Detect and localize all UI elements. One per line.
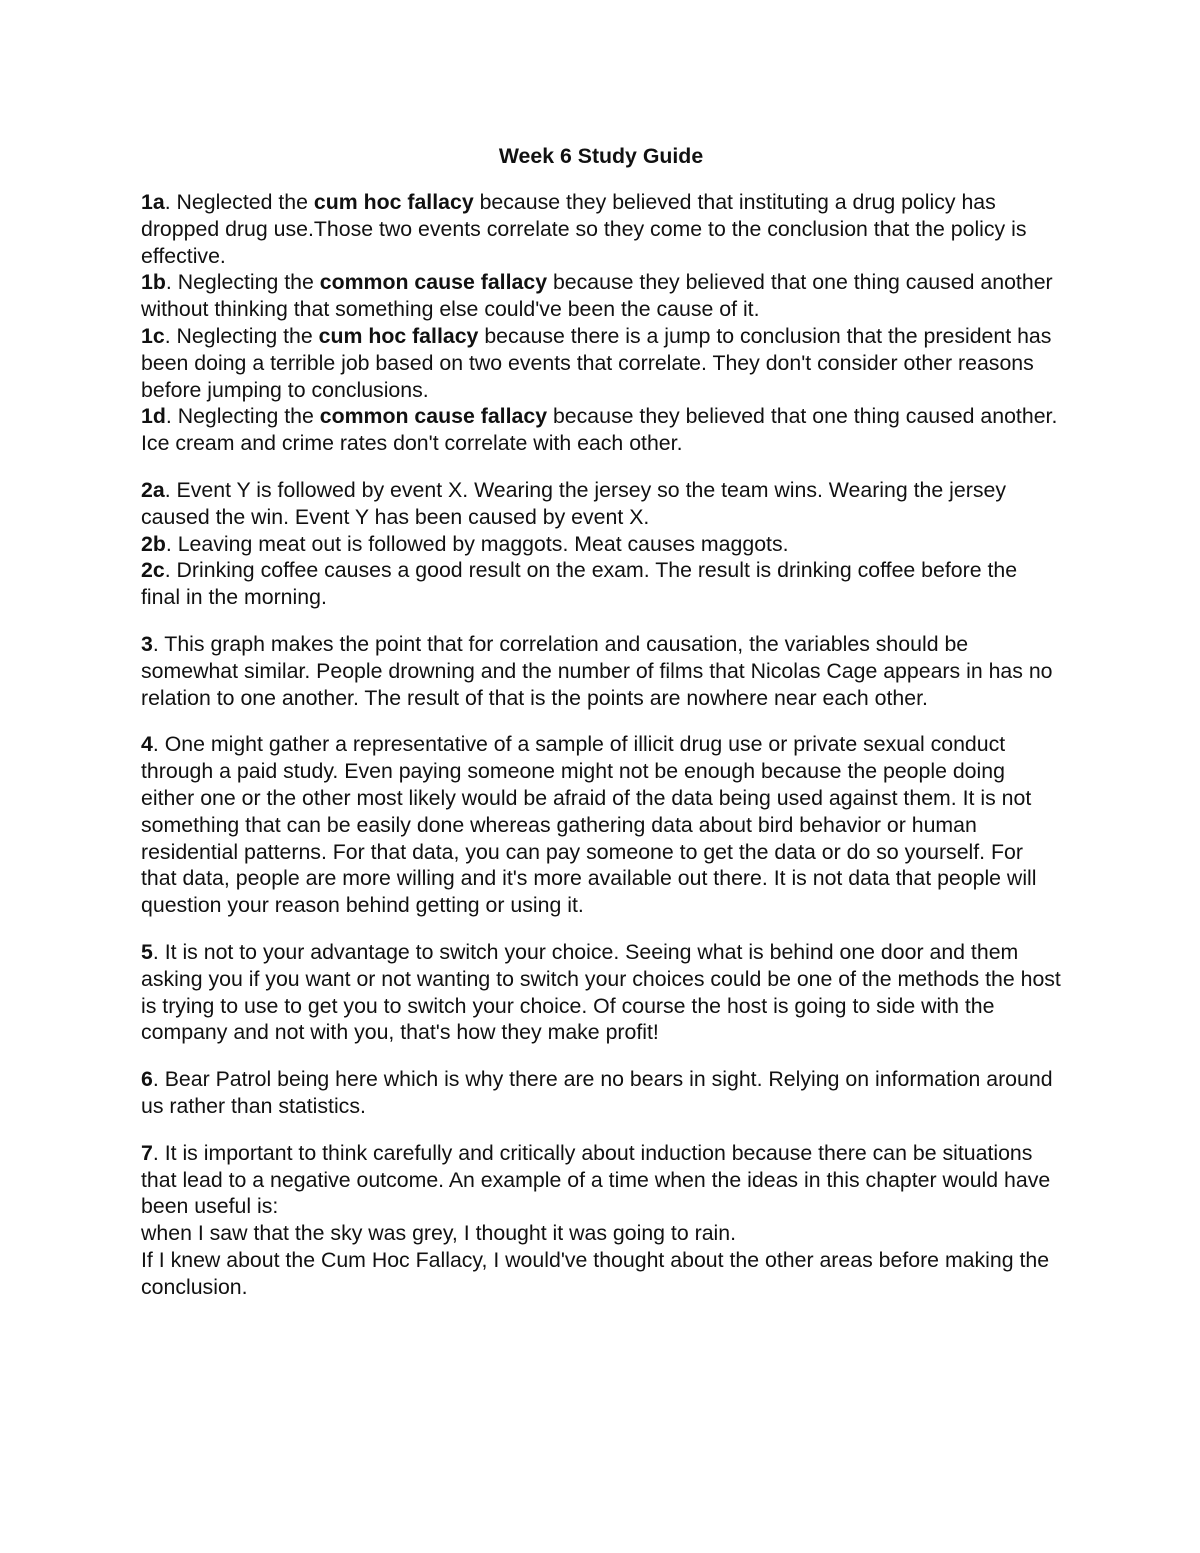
question-number: 6 (141, 1067, 153, 1092)
question-number: 5 (141, 939, 153, 964)
answer-text: . Neglecting the (164, 323, 319, 348)
answer-paragraph (141, 1247, 1061, 1301)
answer-block (141, 189, 1061, 457)
answer-block (141, 477, 1061, 611)
document-page (141, 143, 1061, 1320)
answer-block (141, 1066, 1061, 1120)
question-number: 7 (141, 1140, 153, 1165)
fallacy-term: cum hoc fallacy (313, 190, 474, 214)
answer-text: . It is not to your advantage to switch your choice. Seeing what is behind one door and them asking you if you want or not wanting to switch your choices could be one of the methods the host is trying to use to get you to switch your choice. Of course the host is going to side with the company and not with you, that's how they make profit! (141, 939, 1061, 1045)
answer-text: . One might gather a representative of a sample of illicit drug use or private sexual conduct through a paid study. Even paying someone might not be enough because the people doing either one or the other most likely would be afraid of the data being used against them. It is not something that can be easily done whereas gathering data about bird behavior or human residential patterns. For that data, you can pay someone to get the data or do so yourself. For that data, people are more willing and it's more available out there. It is not data that people will question your reason behind getting or using it. (141, 732, 1037, 918)
answer-paragraph (141, 403, 1061, 457)
answer-paragraph (141, 1140, 1061, 1220)
answer-text: . Event Y is followed by event X. Wearing the jersey so the team wins. Wearing the jersey caused the win. Event Y has been caused by event X. (141, 477, 1006, 529)
answer-text: . This graph makes the point that for correlation and causation, the variables should be somewhat similar. People drowning and the number of films that Nicolas Cage appears in has no relation to one another. The result of that is the points are nowhere near each other. (141, 631, 1053, 710)
answer-paragraph (141, 1066, 1061, 1120)
fallacy-term: common cause fallacy (319, 270, 548, 295)
answer-block (141, 939, 1061, 1046)
fallacy-term: common cause fallacy (319, 404, 548, 429)
answer-paragraph (141, 939, 1061, 1046)
question-number: 2b (141, 531, 166, 556)
answer-text: . Leaving meat out is followed by maggots. Meat causes maggots. (165, 531, 789, 556)
answer-text: . Drinking coffee causes a good result on the exam. The result is drinking coffee before the final in the morning. (141, 558, 1018, 610)
answer-paragraph (141, 1220, 1061, 1247)
answer-text: because they believed that one thing caused another without thinking that something else could've been the cause of it. (141, 270, 1053, 322)
answer-text: . Neglecting the (165, 270, 320, 295)
answer-paragraph (141, 189, 1061, 269)
fallacy-term: cum hoc fallacy (318, 323, 479, 348)
answer-paragraph (141, 731, 1061, 919)
answer-text: . It is important to think carefully and critically about induction because there can be situations that lead to a negative outcome. An example of a time when the ideas in this chapter would have been useful is: (141, 1140, 1051, 1219)
question-number: 1d (141, 404, 166, 429)
answer-list (141, 189, 1061, 1300)
answer-text: because there is a jump to conclusion that the president has been doing a terrible job based on two events that correlate. They don't consider other reasons before jumping to conclusions. (141, 323, 1052, 402)
answer-paragraph (141, 477, 1061, 531)
answer-block (141, 631, 1061, 711)
answer-text: because they believed that one thing caused another. Ice cream and crime rates don't correlate with each other. (141, 404, 1058, 456)
answer-text: . Neglecting the (165, 404, 320, 429)
question-number: 4 (141, 732, 153, 757)
question-number: 2c (141, 558, 165, 583)
answer-paragraph (141, 269, 1061, 323)
question-number: 1b (141, 270, 166, 295)
answer-paragraph (141, 557, 1061, 611)
question-number: 1a (141, 190, 165, 214)
answer-paragraph (141, 531, 1061, 558)
answer-paragraph (141, 631, 1061, 711)
answer-paragraph (141, 323, 1061, 403)
question-number: 3 (141, 631, 153, 656)
answer-text: when I saw that the sky was grey, I thought it was going to rain. (141, 1221, 737, 1246)
answer-text: because they believed that instituting a drug policy has dropped drug use.Those two events correlate so they come to the conclusion that the policy is effective. (141, 190, 1027, 268)
question-number: 2a (141, 477, 165, 502)
answer-text: If I knew about the Cum Hoc Fallacy, I would've thought about the other areas before making the conclusion. (141, 1247, 1050, 1299)
page-title: Week 6 Study Guide (498, 144, 704, 168)
answer-text: . Neglected the (164, 190, 314, 214)
answer-block (141, 1140, 1061, 1301)
question-number: 1c (141, 323, 165, 348)
answer-text: . Bear Patrol being here which is why there are no bears in sight. Relying on information around us rather than statistics. (141, 1067, 1053, 1118)
answer-block (141, 731, 1061, 919)
